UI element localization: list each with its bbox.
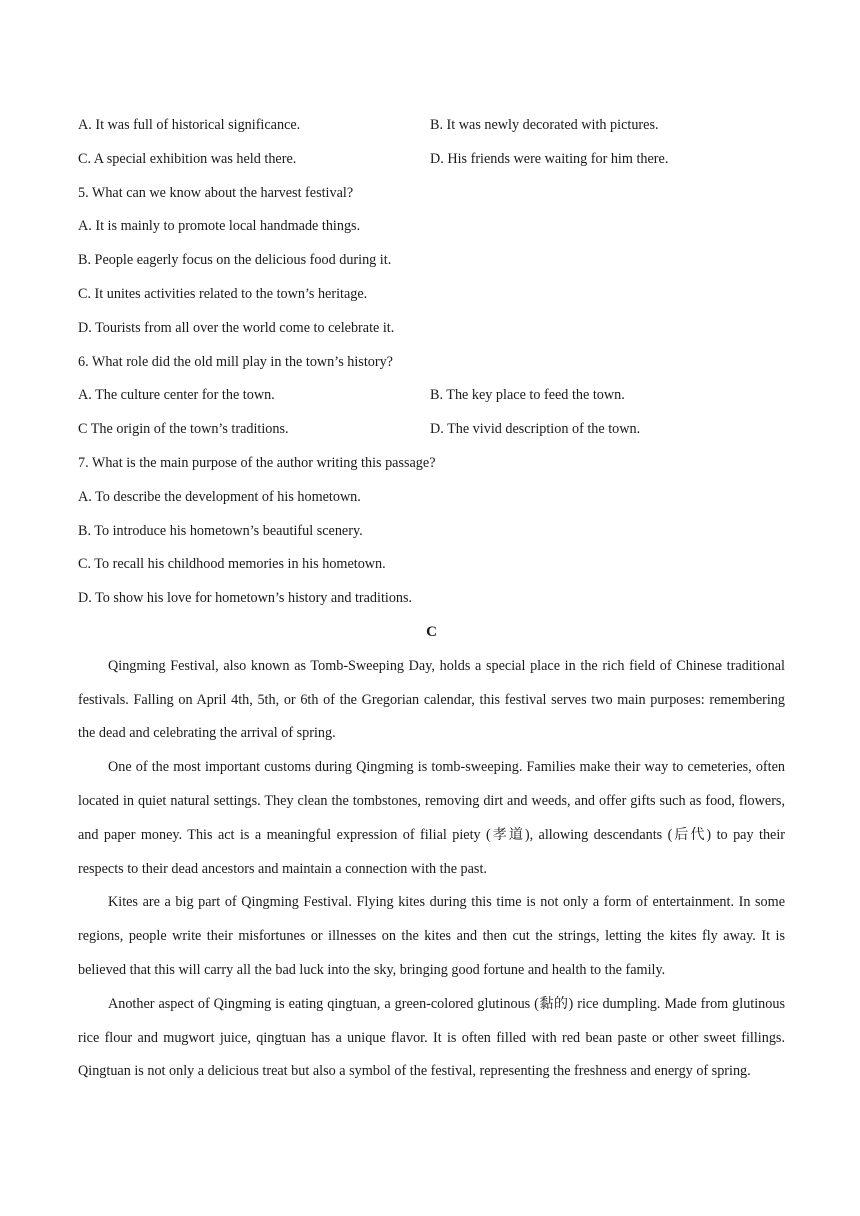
q5-option-d: D. Tourists from all over the world come to celebrate it. — [78, 319, 395, 336]
q7-option-a: A. To describe the development of his hometown. — [78, 488, 361, 505]
passage-paragraph-2: One of the most important customs during Qingming is tomb-sweeping. Families make their way to cemeteries, often located in quiet natural settings. They clean the tombstones, removing dirt and weeds, and offer gifts such as food, flowers, and paper money. This act is a meaningful expression of filial piety (孝道), allowing descendants (后代) to pay their respects to their dead ancestors and maintain a connection with the past. — [78, 759, 785, 877]
page-content — [78, 109, 785, 1089]
q5-option-a: A. It is mainly to promote local handmade things. — [78, 218, 361, 235]
q4-option-c: C. A special exhibition was held there. — [78, 150, 297, 167]
q6-question: 6. What role did the old mill play in the town’s history? — [78, 353, 393, 370]
section-c-heading: C — [426, 623, 437, 640]
passage-paragraph-3: Kites are a big part of Qingming Festival. Flying kites during this time is not only a form of entertainment. In some regions, people write their misfortunes or illnesses on the kites and then cut the strings, letting the kites fly away. It is believed that this will carry all the bad luck into the sky, bringing good fortune and health to the family. — [78, 894, 785, 978]
q4-option-a: A. It was full of historical significance. — [78, 117, 301, 133]
q7-option-d: D. To show his love for hometown’s history and traditions. — [78, 590, 413, 607]
q5-option-b: B. People eagerly focus on the delicious food during it. — [78, 252, 392, 269]
q7-option-c: C. To recall his childhood memories in his hometown. — [78, 556, 386, 573]
q4-option-d: D. His friends were waiting for him there. — [430, 150, 669, 167]
q6-option-c: C The origin of the town’s traditions. — [78, 421, 289, 438]
q5-question: 5. What can we know about the harvest festival? — [78, 184, 354, 201]
q5-option-c: C. It unites activities related to the town’s heritage. — [78, 285, 368, 302]
q6-option-b: B. The key place to feed the town. — [430, 387, 625, 404]
q7-option-b: B. To introduce his hometown’s beautiful scenery. — [78, 522, 363, 539]
q4-options-row-1 — [78, 109, 785, 143]
passage-paragraph-1: Qingming Festival, also known as Tomb-Sweeping Day, holds a special place in the rich field of Chinese traditional festivals. Falling on April 4th, 5th, or 6th of the Gregorian calendar, this festival serves two main purposes: remembering the dead and celebrating the arrival of spring. — [78, 657, 785, 742]
passage-paragraph-4: Another aspect of Qingming is eating qingtuan, a green-colored glutinous (黏的) rice dumpling. Made from glutinous rice flour and mugwort juice, qingtuan has a unique flavor. It is often filled with red bean paste or other sweet fillings. Qingtuan is not only a delicious treat but also a symbol of the festival, representing the freshness and energy of spring. — [78, 995, 785, 1080]
q6-options-row-1 — [78, 379, 785, 413]
q6-option-d: D. The vivid description of the town. — [430, 421, 641, 438]
q6-option-a: A. The culture center for the town. — [78, 387, 275, 404]
q4-options-row-2 — [78, 143, 785, 177]
q4-option-b: B. It was newly decorated with pictures. — [430, 117, 659, 133]
q7-question: 7. What is the main purpose of the author writing this passage? — [78, 454, 436, 471]
q6-options-row-2 — [78, 413, 785, 447]
